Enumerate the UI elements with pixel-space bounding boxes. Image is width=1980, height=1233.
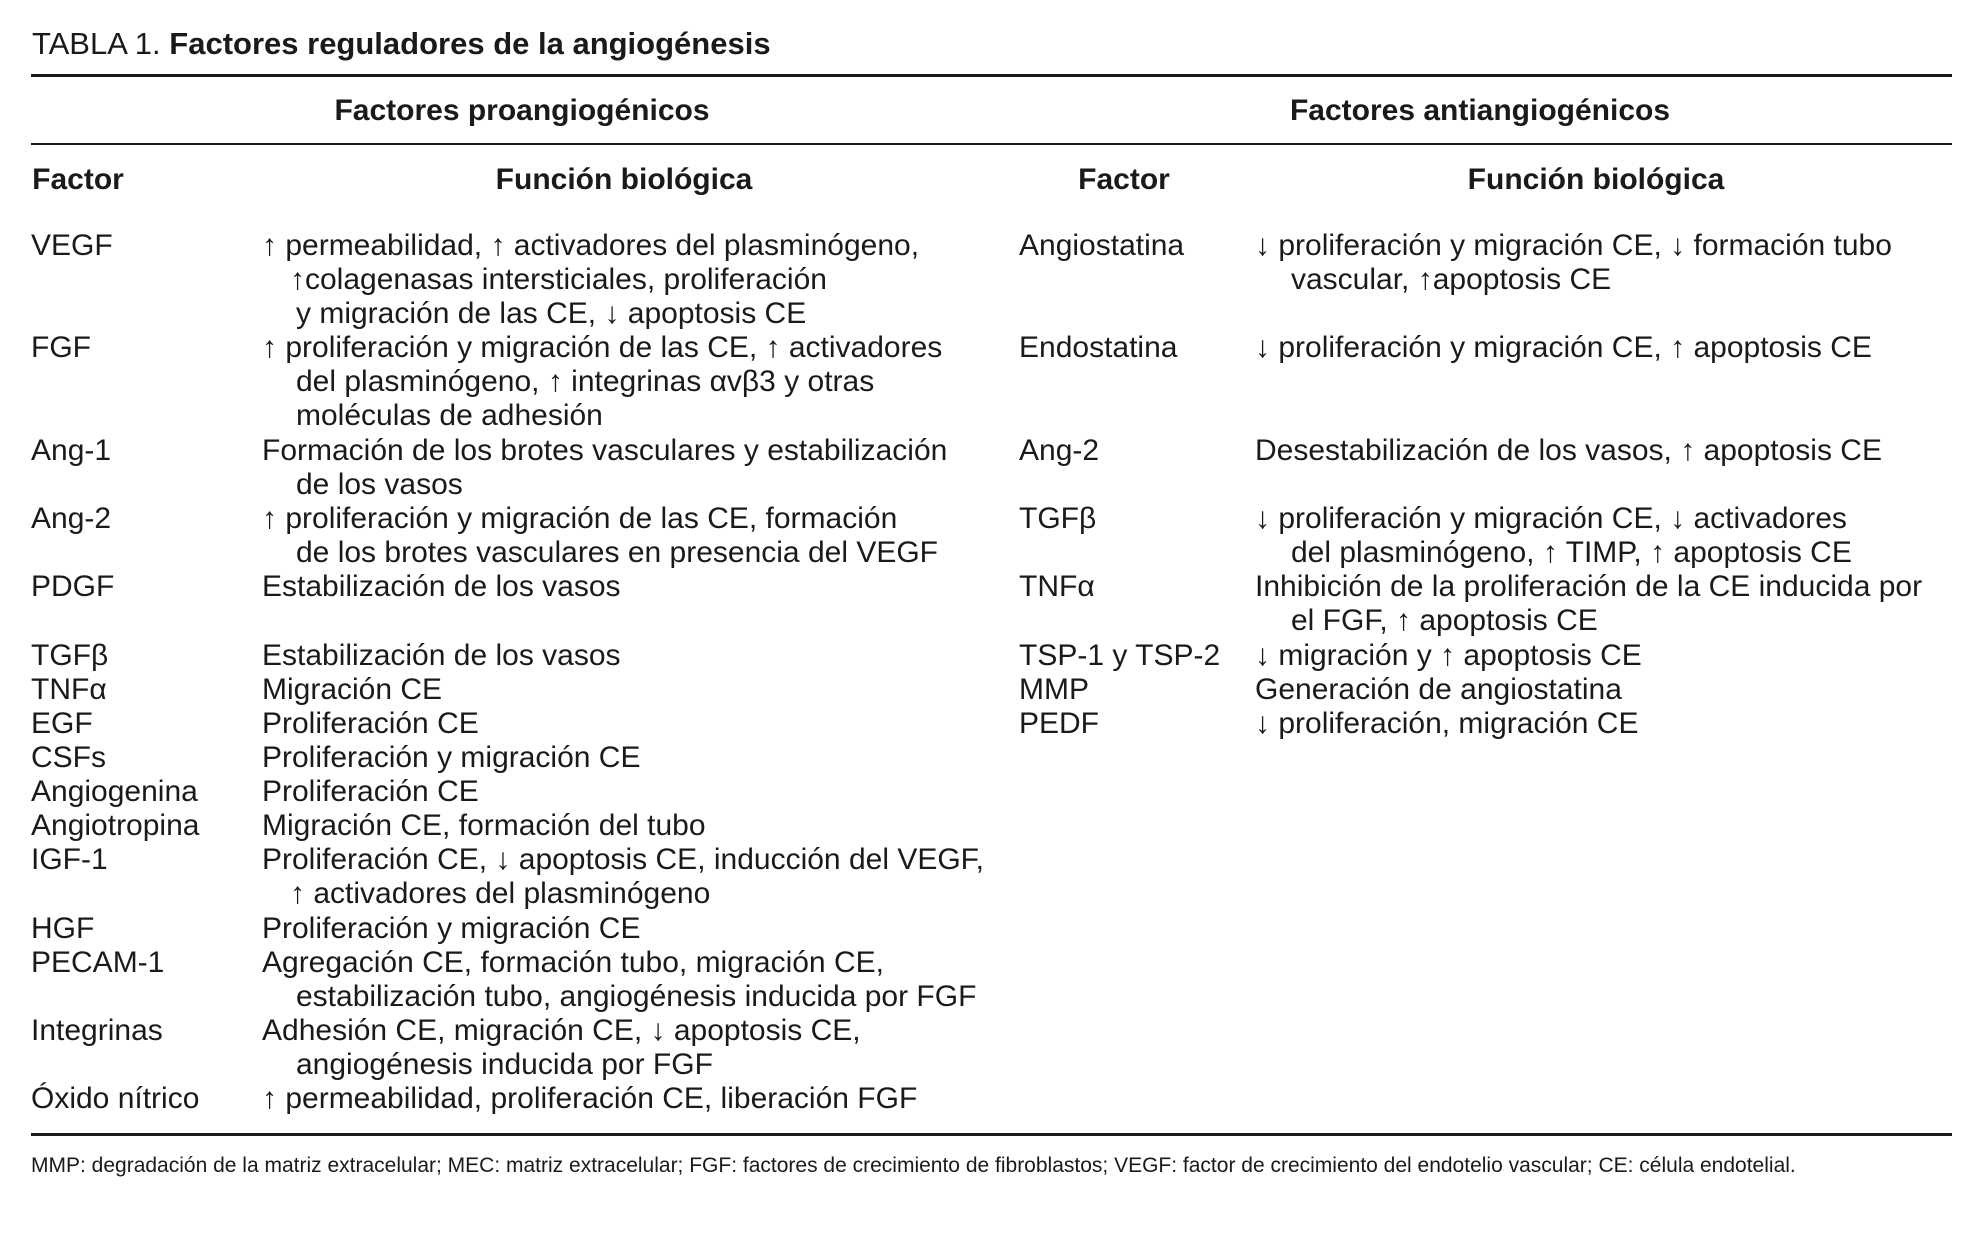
pro-function <box>262 502 938 570</box>
function-line: Proliferación CE, ↓ apoptosis CE, inducción del VEGF, <box>262 843 985 876</box>
pro-function <box>262 809 706 843</box>
table-footnote: MMP: degradación de la matriz extracelular; MEC: matriz extracelular; FGF: factores de crecimiento de fibroblastos; VEGF: factor de crecimiento del endotelio vascular; CE: célula endotelial. <box>31 1154 1796 1177</box>
pro-factor: Angiotropina <box>31 809 200 842</box>
function-line: ↑ permeabilidad, ↑ activadores del plasminógeno, <box>262 229 920 262</box>
pro-factor: Angiogenina <box>31 775 198 808</box>
function-line: Inhibición de la proliferación de la CE inducida por <box>1255 570 1923 603</box>
anti-factor: MMP <box>1019 673 1089 706</box>
function-line: y migración de las CE, ↓ apoptosis CE <box>296 297 807 330</box>
anti-function <box>1255 707 1638 741</box>
anti-function <box>1255 229 1892 297</box>
pro-factor: PDGF <box>31 570 115 603</box>
anti-factor: PEDF <box>1019 707 1100 740</box>
function-line: estabilización tubo, angiogénesis inducida por FGF <box>296 980 977 1013</box>
pro-function <box>262 775 479 809</box>
column-header-pro-function: Función biológica <box>495 163 753 196</box>
function-line: el FGF, ↑ apoptosis CE <box>1291 604 1598 637</box>
anti-function <box>1255 434 1882 468</box>
anti-function <box>1255 331 1872 365</box>
anti-factor: TSP-1 y TSP-2 <box>1019 639 1221 672</box>
function-line: ↓ proliferación y migración CE, ↑ apoptosis CE <box>1255 331 1872 364</box>
function-line: ↑ permeabilidad, proliferación CE, liberación FGF <box>262 1082 918 1115</box>
anti-factor: Angiostatina <box>1019 229 1185 262</box>
function-line: de los vasos <box>296 468 463 501</box>
anti-factor: TNFα <box>1019 570 1095 603</box>
pro-factor: Integrinas <box>31 1014 163 1047</box>
pro-factor: Ang-1 <box>31 434 112 467</box>
pro-factor: TGFβ <box>31 639 109 672</box>
pro-function <box>262 1014 861 1082</box>
pro-function <box>262 1082 917 1116</box>
pro-function <box>262 843 984 911</box>
anti-factor: Endostatina <box>1019 331 1178 364</box>
function-line: del plasminógeno, ↑ integrinas αvβ3 y otras <box>296 365 875 398</box>
column-header-anti-function: Función biológica <box>1467 163 1725 196</box>
pro-function <box>262 912 640 946</box>
pro-function <box>262 946 976 1014</box>
pro-factor: EGF <box>31 707 93 740</box>
function-line: ↑ activadores del plasminógeno <box>290 877 711 910</box>
group-header-anti: Factores antiangiogénicos <box>1289 94 1671 127</box>
function-line: Generación de angiostatina <box>1255 673 1622 706</box>
function-line: ↑ proliferación y migración de las CE, ↑ activadores <box>262 331 943 364</box>
anti-function <box>1255 570 1922 638</box>
pro-function <box>262 741 640 775</box>
function-line: Proliferación y migración CE <box>262 912 641 945</box>
function-line: ↓ proliferación y migración CE, ↓ activadores <box>1255 502 1847 535</box>
pro-factor: Óxido nítrico <box>31 1082 200 1115</box>
pro-factor: PECAM-1 <box>31 946 165 979</box>
function-line: Desestabilización de los vasos, ↑ apoptosis CE <box>1255 434 1882 467</box>
pro-factor: VEGF <box>31 229 113 262</box>
pro-function <box>262 673 442 707</box>
function-line: ↑ proliferación y migración de las CE, formación <box>262 502 898 535</box>
function-line: Estabilización de los vasos <box>262 639 621 672</box>
anti-factor: TGFβ <box>1019 502 1097 535</box>
anti-function <box>1255 673 1622 707</box>
function-line: del plasminógeno, ↑ TIMP, ↑ apoptosis CE <box>1291 536 1852 569</box>
function-line: moléculas de adhesión <box>296 399 603 432</box>
table-caption: Factores reguladores de la angiogénesis <box>169 26 771 61</box>
table-label: TABLA 1. <box>32 26 161 61</box>
function-line: Migración CE, formación del tubo <box>262 809 706 842</box>
function-line: Estabilización de los vasos <box>262 570 621 603</box>
pro-factor: TNFα <box>31 673 107 706</box>
pro-factor: Ang-2 <box>31 502 112 535</box>
pro-function <box>262 707 479 741</box>
function-line: Proliferación y migración CE <box>262 741 641 774</box>
pro-function <box>262 639 621 673</box>
function-line: ↓ proliferación y migración CE, ↓ formación tubo <box>1255 229 1892 262</box>
pro-function <box>262 229 919 331</box>
bottom-rule <box>31 1133 1952 1136</box>
function-line: Proliferación CE <box>262 707 479 740</box>
function-line: ↓ migración y ↑ apoptosis CE <box>1255 639 1642 672</box>
anti-function <box>1255 502 1852 570</box>
top-rule <box>31 74 1952 77</box>
function-line: vascular, ↑apoptosis CE <box>1291 263 1612 296</box>
pro-factor: HGF <box>31 912 95 945</box>
column-header-pro-factor: Factor <box>32 163 124 196</box>
anti-function <box>1255 639 1642 673</box>
pro-function <box>262 434 947 502</box>
function-line: Formación de los brotes vasculares y estabilización <box>262 434 948 467</box>
function-line: ↓ proliferación, migración CE <box>1255 707 1639 740</box>
table-title <box>32 26 771 62</box>
pro-function <box>262 570 621 604</box>
pro-factor: IGF-1 <box>31 843 108 876</box>
pro-factor: FGF <box>31 331 91 364</box>
group-rule <box>31 143 1952 145</box>
function-line: ↑colagenasas intersticiales, proliferación <box>290 263 827 296</box>
column-header-anti-factor: Factor <box>1078 163 1170 196</box>
function-line: de los brotes vasculares en presencia del VEGF <box>296 536 938 569</box>
function-line: angiogénesis inducida por FGF <box>296 1048 713 1081</box>
group-header-pro: Factores proangiogénicos <box>334 94 710 127</box>
anti-factor: Ang-2 <box>1019 434 1100 467</box>
pro-factor: CSFs <box>31 741 106 774</box>
function-line: Agregación CE, formación tubo, migración CE, <box>262 946 884 979</box>
function-line: Migración CE <box>262 673 443 706</box>
pro-function <box>262 331 942 433</box>
function-line: Proliferación CE <box>262 775 479 808</box>
function-line: Adhesión CE, migración CE, ↓ apoptosis CE, <box>262 1014 861 1047</box>
